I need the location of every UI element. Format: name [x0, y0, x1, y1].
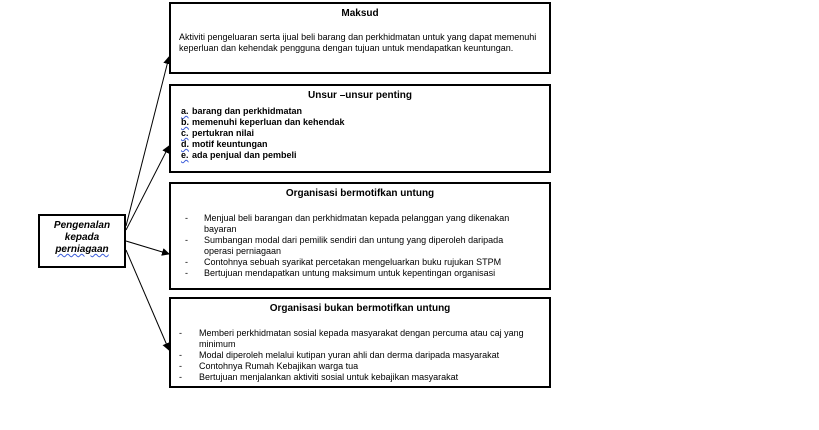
arrow-to-unsur — [126, 146, 169, 230]
arrow-to-bukan — [126, 250, 169, 350]
list-text: Contohnya sebuah syarikat percetakan mengeluarkan buku rujukan STPM — [204, 257, 502, 267]
untung-title: Organisasi bermotifkan untung — [285, 188, 435, 199]
bukan-box — [169, 297, 551, 388]
arrow-to-maksud — [126, 57, 169, 226]
list-item — [185, 235, 529, 257]
center-line-3-text: perniagaan — [55, 244, 109, 255]
bukan-list — [179, 328, 529, 383]
list-item — [181, 128, 541, 139]
dash-marker: - — [179, 372, 182, 382]
list-marker: b. — [181, 117, 189, 127]
arrow-to-untung — [126, 241, 169, 254]
dash-marker: - — [185, 213, 188, 223]
list-item — [185, 268, 529, 279]
bukan-title: Organisasi bukan bermotifkan untung — [269, 303, 451, 314]
list-text: memenuhi keperluan dan kehendak — [192, 117, 345, 127]
untung-list — [185, 213, 529, 279]
center-line-2: kepada — [64, 232, 100, 243]
list-text: Menjual beli barangan dan perkhidmatan kepada pelanggan yang dikenakan bayaran — [204, 213, 510, 234]
list-text: Memberi perkhidmatan sosial kepada masyarakat dengan percuma atau caj yang minimum — [199, 328, 524, 349]
center-line-3 — [40, 244, 124, 256]
list-marker: d. — [181, 139, 189, 149]
maksud-text: Aktiviti pengeluaran serta ijual beli barang dan perkhidmatan untuk yang dapat memenuhi keperluan dan kehendak pengguna dengan tujuan untuk mendapatkan keuntungan. — [179, 32, 537, 53]
list-text: barang dan perkhidmatan — [192, 106, 303, 116]
list-item — [179, 372, 529, 383]
untung-box — [169, 182, 551, 290]
list-item — [181, 106, 541, 117]
center-line-1: Pengenalan — [53, 220, 111, 231]
list-item — [185, 213, 529, 235]
maksud-title: Maksud — [341, 8, 379, 19]
list-marker: a. — [181, 106, 189, 116]
list-text: motif keuntungan — [192, 139, 268, 149]
list-text: Sumbangan modal dari pemilik sendiri dan untung yang diperoleh daripada operasi perniagaan — [204, 235, 504, 256]
list-item — [181, 150, 541, 161]
list-marker: e. — [181, 150, 189, 160]
list-text: Modal diperoleh melalui kutipan yuran ahli dan derma daripada masyarakat — [199, 350, 500, 360]
unsur-title: Unsur –unsur penting — [308, 90, 412, 101]
list-text: ada penjual dan pembeli — [192, 150, 297, 160]
list-text: Contohnya Rumah Kebajikan warga tua — [199, 361, 359, 371]
list-item — [179, 350, 529, 361]
dash-marker: - — [185, 235, 188, 245]
unsur-box — [169, 84, 551, 173]
list-item — [181, 117, 541, 128]
dash-marker: - — [179, 350, 182, 360]
dash-marker: - — [185, 268, 188, 278]
list-item — [181, 139, 541, 150]
dash-marker: - — [185, 257, 188, 267]
list-text: Bertujuan menjalankan aktiviti sosial untuk kebajikan masyarakat — [199, 372, 459, 382]
list-marker: c. — [181, 128, 189, 138]
list-item — [179, 361, 529, 372]
maksud-box — [169, 2, 551, 74]
unsur-list — [181, 106, 541, 161]
list-text: pertukran nilai — [192, 128, 255, 138]
list-item — [185, 257, 529, 268]
list-item — [179, 328, 529, 350]
dash-marker: - — [179, 328, 182, 338]
center-node — [38, 214, 126, 268]
dash-marker: - — [179, 361, 182, 371]
list-text: Bertujuan mendapatkan untung maksimum untuk kepentingan organisasi — [204, 268, 496, 278]
